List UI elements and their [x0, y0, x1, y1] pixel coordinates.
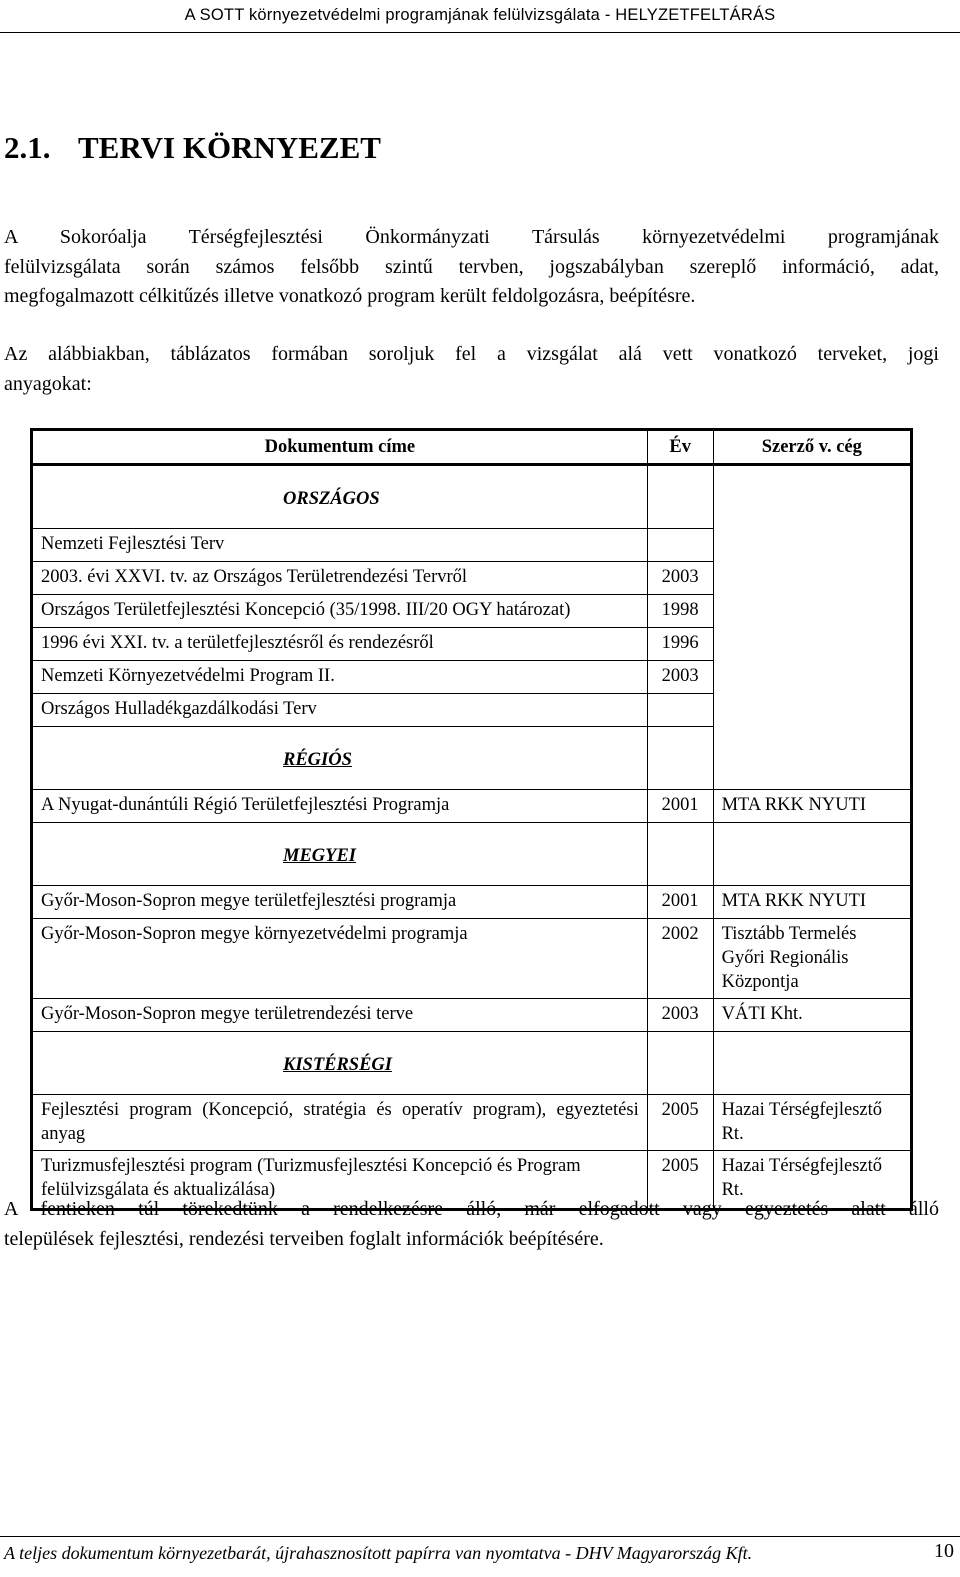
closing-paragraph [4, 1195, 939, 1254]
doc-year: 2005 [647, 1151, 713, 1210]
doc-year: 2003 [647, 562, 713, 595]
empty-cell [647, 465, 713, 529]
doc-author [713, 529, 911, 562]
empty-cell [647, 727, 713, 790]
table-row [32, 694, 912, 727]
paragraph-line: Az alábbiakban, táblázatos formában soroljuk fel a vizsgálat alá vett vonatkozó terveket, jogi [4, 343, 939, 365]
doc-year: 2003 [647, 661, 713, 694]
intro-paragraph [4, 223, 939, 312]
doc-year: 2003 [647, 999, 713, 1032]
doc-author [713, 628, 911, 661]
empty-cell [713, 1032, 911, 1095]
section-row-megyei [32, 823, 912, 886]
section-label: MEGYEI [32, 823, 648, 886]
table-row [32, 919, 912, 999]
doc-title: Nemzeti Fejlesztési Terv [32, 529, 648, 562]
table-header-row [32, 430, 912, 465]
doc-author: Hazai Térségfejlesztő Rt. [713, 1095, 911, 1151]
doc-year: 2005 [647, 1095, 713, 1151]
doc-title: Turizmusfejlesztési program (Turizmusfejlesztési Koncepció és Program felülvizsgálata és aktualizálása) [32, 1151, 648, 1210]
doc-year: 1996 [647, 628, 713, 661]
paragraph-line: A Sokoróalja Térségfejlesztési Önkormányzati Társulás környezetvédelmi programjának [4, 226, 939, 248]
doc-year: 2001 [647, 886, 713, 919]
table-row [32, 628, 912, 661]
page-number: 10 [934, 1540, 954, 1562]
paragraph-line: települések fejlesztési, rendezési terveiben foglalt információk beépítésére. [4, 1227, 604, 1250]
paragraph-line: A fentieken túl törekedtünk a rendelkezésre álló, már elfogadott vagy egyeztetés alatt álló [4, 1198, 939, 1220]
doc-title: Országos Hulladékgazdálkodási Terv [32, 694, 648, 727]
doc-year [647, 529, 713, 562]
table-row [32, 661, 912, 694]
section-label: KISTÉRSÉGI [32, 1032, 648, 1095]
documents-table [30, 428, 913, 1211]
section-number: 2.1. [4, 130, 51, 165]
paragraph-line: felülvizsgálata során számos felsőbb szintű tervben, jogszabályban szereplő információ, adat, [4, 255, 939, 278]
paragraph-line: anyagokat: [4, 372, 92, 395]
footer-note: A teljes dokumentum környezetbarát, újrahasznosított papírra van nyomtatva - DHV Magyarország Kft. [4, 1543, 753, 1563]
doc-author: Hazai Térségfejlesztő Rt. [713, 1151, 911, 1210]
doc-author: MTA RKK NYUTI [713, 790, 911, 823]
section-row-regios [32, 727, 912, 790]
doc-title: A Nyugat-dunántúli Régió Területfejlesztési Programja [32, 790, 648, 823]
empty-cell [713, 727, 911, 790]
column-header-year: Év [647, 430, 713, 465]
section-label: RÉGIÓS [32, 727, 648, 790]
doc-author: MTA RKK NYUTI [713, 886, 911, 919]
empty-cell [647, 1032, 713, 1095]
table-row [32, 595, 912, 628]
doc-year: 2001 [647, 790, 713, 823]
table-row [32, 1095, 912, 1151]
doc-author [713, 661, 911, 694]
empty-cell [647, 823, 713, 886]
doc-title: Győr-Moson-Sopron megye területfejlesztési programja [32, 886, 648, 919]
doc-title: Győr-Moson-Sopron megye környezetvédelmi programja [32, 919, 648, 999]
empty-cell [713, 823, 911, 886]
section-row-kistersegi [32, 1032, 912, 1095]
doc-title: Fejlesztési program (Koncepció, stratégia és operatív program), egyeztetési anyag [32, 1095, 648, 1151]
running-header: A SOTT környezetvédelmi programjának felülvizsgálata - HELYZETFELTÁRÁS [184, 6, 776, 24]
doc-author [713, 694, 911, 727]
column-header-author: Szerző v. cég [713, 430, 911, 465]
table-intro-paragraph [4, 340, 939, 399]
header-divider [0, 32, 960, 33]
table-row [32, 790, 912, 823]
empty-cell [713, 465, 911, 529]
doc-title: Országos Területfejlesztési Koncepció (35/1998. III/20 OGY határozat) [32, 595, 648, 628]
section-label: ORSZÁGOS [32, 465, 648, 529]
section-heading [4, 130, 381, 166]
doc-author: Tisztább Termelés Győri Regionális Központja [713, 919, 911, 999]
doc-title: Győr-Moson-Sopron megye területrendezési terve [32, 999, 648, 1032]
section-title: TERVI KÖRNYEZET [78, 130, 381, 165]
column-header-title: Dokumentum címe [32, 430, 648, 465]
table-row [32, 999, 912, 1032]
doc-author: VÁTI Kht. [713, 999, 911, 1032]
table-row [32, 529, 912, 562]
doc-author [713, 595, 911, 628]
table-row [32, 886, 912, 919]
doc-year: 1998 [647, 595, 713, 628]
doc-title: 2003. évi XXVI. tv. az Országos Területrendezési Tervről [32, 562, 648, 595]
doc-title: Nemzeti Környezetvédelmi Program II. [32, 661, 648, 694]
paragraph-line: megfogalmazott célkitűzés illetve vonatkozó program került feldolgozásra, beépítésre. [4, 285, 696, 307]
doc-title: 1996 évi XXI. tv. a területfejlesztésről és rendezésről [32, 628, 648, 661]
doc-year: 2002 [647, 919, 713, 999]
table-row [32, 562, 912, 595]
doc-author [713, 562, 911, 595]
doc-year [647, 694, 713, 727]
section-row-orszagos [32, 465, 912, 529]
footer-divider [0, 1536, 960, 1537]
